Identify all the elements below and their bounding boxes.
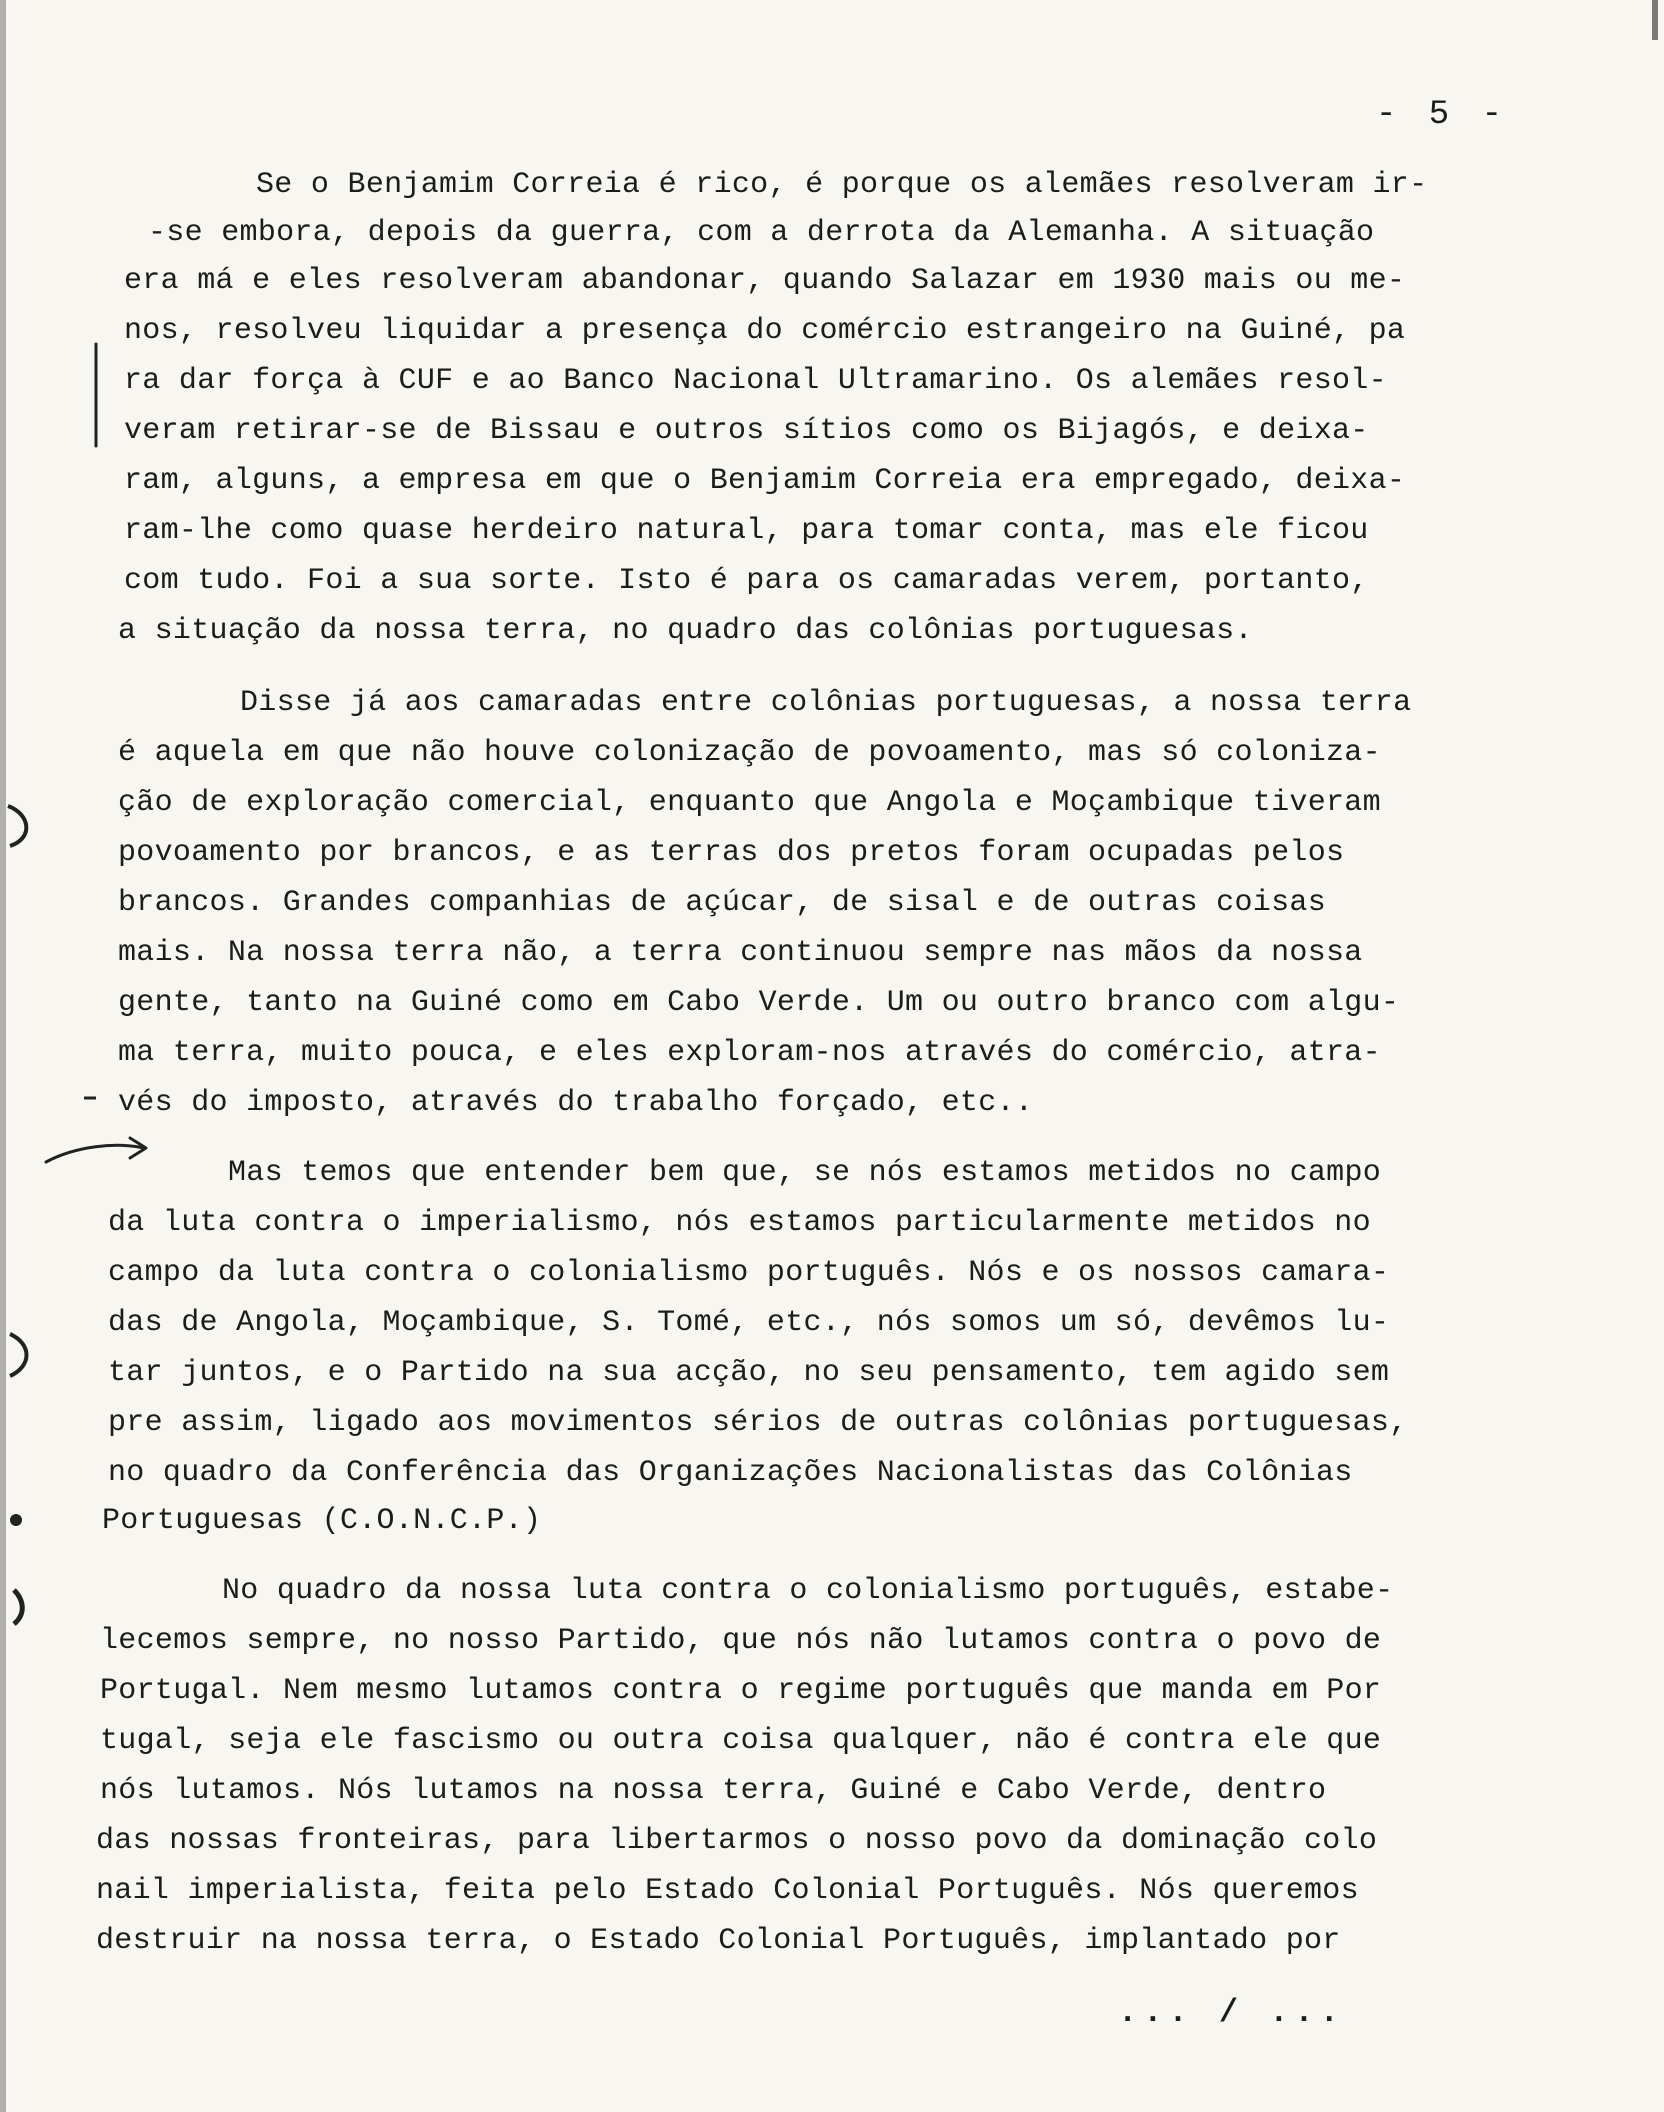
- text-line: Portuguesas (C.O.N.C.P.): [102, 1504, 542, 1538]
- arrow-mark-icon: [36, 1128, 156, 1172]
- text-line: ram, alguns, a empresa em que o Benjamim Correia era empregado, deixa-: [124, 464, 1406, 498]
- binding-mark: [4, 1330, 38, 1380]
- text-line: nail imperialista, feita pelo Estado Colonial Português. Nós queremos: [96, 1874, 1359, 1908]
- text-line: pre assim, ligado aos movimentos sérios de outras colônias portuguesas,: [108, 1406, 1408, 1440]
- text-line: ram-lhe como quase herdeiro natural, para tomar conta, mas ele ficou: [124, 514, 1369, 548]
- text-line: No quadro da nossa luta contra o colonialismo português, estabe-: [222, 1574, 1394, 1608]
- margin-bar-mark: [90, 340, 102, 450]
- text-line: das nossas fronteiras, para libertarmos o nosso povo da dominação colo: [96, 1824, 1378, 1858]
- text-line: tar juntos, e o Partido na sua acção, no seu pensamento, tem agido sem: [108, 1356, 1390, 1390]
- text-line: ma terra, muito pouca, e eles exploram-nos através do comércio, atra-: [118, 1036, 1381, 1070]
- left-scan-edge: [0, 0, 6, 2112]
- text-line: Se o Benjamim Correia é rico, é porque os alemães resolveram ir-: [256, 168, 1428, 202]
- left-dash-mark: [82, 1094, 98, 1102]
- text-line: destruir na nossa terra, o Estado Colonial Português, implantado por: [96, 1924, 1341, 1958]
- text-line: campo da luta contra o colonialismo português. Nós e os nossos camara-: [108, 1256, 1390, 1290]
- text-line: -se embora, depois da guerra, com a derrota da Alemanha. A situação: [148, 216, 1375, 250]
- text-line: nos, resolveu liquidar a presença do comércio estrangeiro na Guiné, pa: [124, 314, 1406, 348]
- text-line: nós lutamos. Nós lutamos na nossa terra, Guiné e Cabo Verde, dentro: [100, 1774, 1327, 1808]
- text-line: vés do imposto, através do trabalho forçado, etc..: [118, 1086, 1034, 1120]
- text-line: a situação da nossa terra, no quadro das colônias portuguesas.: [118, 614, 1253, 648]
- continuation-mark: ... / ...: [1118, 1994, 1345, 2031]
- text-line: ra dar força à CUF e ao Banco Nacional Ultramarino. Os alemães resol-: [124, 364, 1387, 398]
- text-line: Portugal. Nem mesmo lutamos contra o regime português que manda em Por: [100, 1674, 1382, 1708]
- text-line: Disse já aos camaradas entre colônias portuguesas, a nossa terra: [240, 686, 1412, 720]
- right-scan-edge: [1652, 0, 1658, 40]
- text-line: veram retirar-se de Bissau e outros sítios como os Bijagós, e deixa-: [124, 414, 1369, 448]
- text-line: tugal, seja ele fascismo ou outra coisa qualquer, não é contra ele que: [100, 1724, 1382, 1758]
- text-line: mais. Na nossa terra não, a terra continuou sempre nas mãos da nossa: [118, 936, 1363, 970]
- text-line: lecemos sempre, no nosso Partido, que nós não lutamos contra o povo de: [100, 1624, 1382, 1658]
- text-line: povoamento por brancos, e as terras dos pretos foram ocupadas pelos: [118, 836, 1345, 870]
- text-line: Mas temos que entender bem que, se nós estamos metidos no campo: [228, 1156, 1382, 1190]
- text-line: com tudo. Foi a sua sorte. Isto é para os camaradas verem, portanto,: [124, 564, 1369, 598]
- text-line: brancos. Grandes companhias de açúcar, de sisal e de outras coisas: [118, 886, 1326, 920]
- text-line: no quadro da Conferência das Organizações Nacionalistas das Colônias: [108, 1456, 1353, 1490]
- binding-mark: [6, 1510, 30, 1630]
- page-number: - 5 -: [1375, 96, 1508, 134]
- text-line: é aquela em que não houve colonização de povoamento, mas só coloniza-: [118, 736, 1381, 770]
- text-line: gente, tanto na Guiné como em Cabo Verde. Um ou outro branco com algu-: [118, 986, 1400, 1020]
- text-line: era má e eles resolveram abandonar, quando Salazar em 1930 mais ou me-: [124, 264, 1406, 298]
- text-line: da luta contra o imperialismo, nós estamos particularmente metidos no: [108, 1206, 1371, 1240]
- binding-mark: [4, 800, 38, 850]
- text-line: das de Angola, Moçambique, S. Tomé, etc., nós somos um só, devêmos lu-: [108, 1306, 1390, 1340]
- text-line: ção de exploração comercial, enquanto que Angola e Moçambique tiveram: [118, 786, 1381, 820]
